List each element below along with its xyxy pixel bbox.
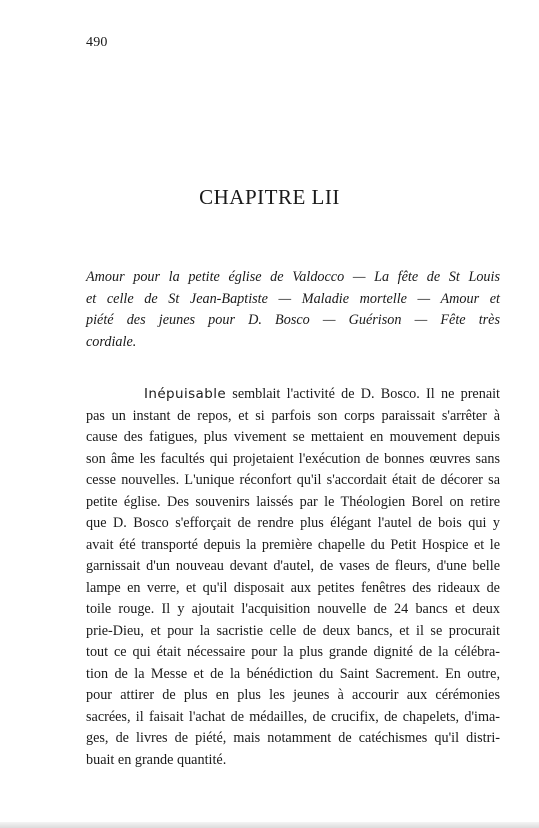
paragraph-line: lampe en verre, et qu'il disposait aux petites fenêtres des rideaux de (86, 579, 500, 596)
paragraph-line: ges, de livres de piété, mais notamment de catéchismes qu'il distri- (86, 730, 500, 746)
chapter-title: CHAPITRE LII (199, 185, 340, 209)
paragraph-line: buait en grande quantité. (86, 751, 227, 768)
summary-line: et celle de St Jean-Baptiste — Maladie mortelle — Amour et (86, 290, 500, 307)
paragraph-line: tout ce qui était nécessaire pour la plus grande dignité de la célébra- (86, 644, 500, 660)
chapter-summary (86, 267, 500, 353)
page-number: 490 (86, 35, 108, 50)
paragraph-line: tion de la Messe et de la bénédiction du Saint Sacrement. En outre, (86, 665, 500, 682)
summary-line: cordiale. (86, 333, 137, 350)
first-line-rest: semblait l'activité de D. Bosco. Il ne prenait (226, 386, 500, 402)
paragraph-line: cesse nouvelles. L'unique réconfort qu'il s'accordait était de décorer sa (86, 472, 500, 488)
first-word: Inépuisable (144, 386, 227, 402)
paragraph-line: petite église. Des souvenirs laissés par le Théologien Borel on retire (86, 493, 500, 510)
paragraph-first-line (86, 384, 500, 406)
paragraph-line: son âme les facultés qui projetaient l'exécution de bonnes œuvres sans (86, 450, 500, 467)
paragraph-line: cause des fatigues, plus vivement se mettaient en mouvement depuis (86, 429, 500, 445)
paragraph-line: prie-Dieu, et pour la sacristie celle de deux bancs, et il se procurait (86, 622, 500, 639)
paragraph-line: pour attirer de plus en plus les jeunes à accourir aux cérémonies (86, 687, 500, 703)
summary-line: piété des jeunes pour D. Bosco — Guérison — Fête très (86, 312, 500, 328)
paragraph-line: garnissait d'un nouveau devant d'autel, de vases de fleurs, d'une belle (86, 558, 500, 574)
paragraph-line: pas un instant de repos, et si parfois son corps paraissait s'arrêter à (86, 407, 500, 424)
page-bottom-edge (0, 822, 539, 828)
paragraph-line: avait été transporté depuis la première chapelle du Petit Hospice et le (86, 536, 500, 553)
paragraph-line: que D. Bosco s'efforçait de rendre plus élégant l'autel de bois qui y (86, 515, 500, 531)
summary-line: Amour pour la petite église de Valdocco — La fête de St Louis (86, 269, 500, 285)
paragraph-line: sacrées, il faisait l'achat de médailles, de crucifix, de chapelets, d'ima- (86, 708, 500, 725)
paragraph-line: toile rouge. Il y ajoutait l'acquisition nouvelle de 24 bancs et deux (86, 601, 500, 617)
body-paragraph (86, 384, 500, 771)
